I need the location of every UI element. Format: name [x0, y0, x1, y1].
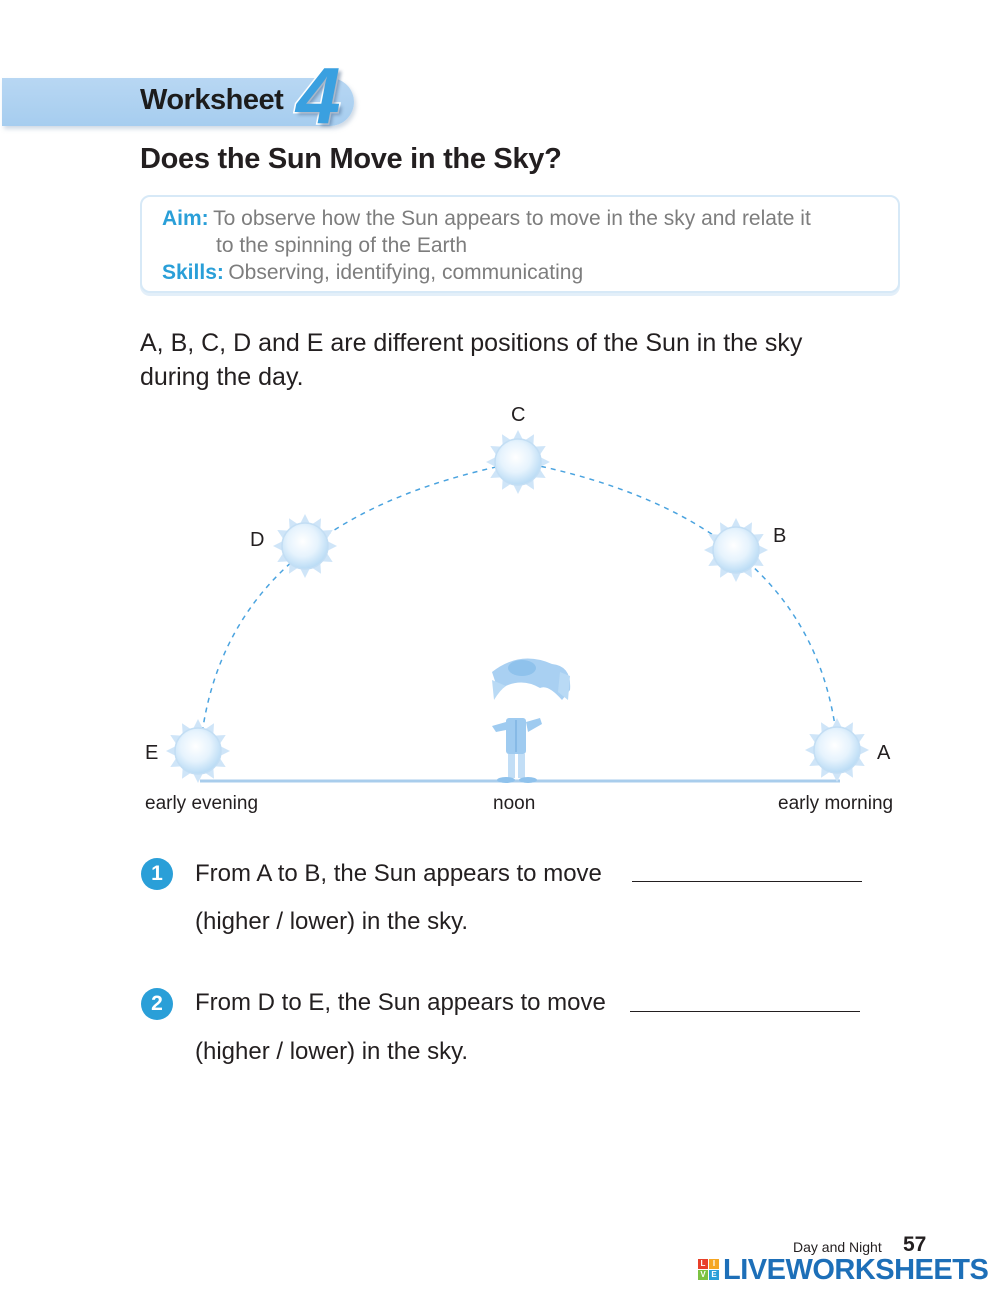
intro-line1: A, B, C, D and E are different positions of the Sun in the sky: [140, 329, 803, 357]
sun-label-b: B: [773, 525, 787, 547]
sun-label-a: A: [877, 742, 891, 764]
aim-text-line1: To observe how the Sun appears to move in the sky and relate it: [213, 207, 811, 230]
skills-text: Observing, identifying, communicating: [228, 261, 584, 284]
footer-section-title: Day and Night: [793, 1239, 882, 1255]
worksheet-number: 4: [296, 51, 341, 140]
sun-label-d: D: [250, 529, 265, 551]
question-1-line2: (higher / lower) in the sky.: [195, 908, 468, 935]
sun-icon: [486, 430, 550, 494]
footer-page-number: 57: [903, 1233, 927, 1256]
sun-icon: [704, 518, 768, 582]
sun-icon: [273, 514, 337, 578]
sun-icon: [166, 719, 230, 783]
question-2-line2: (higher / lower) in the sky.: [195, 1038, 468, 1065]
time-label-early-morning: early morning: [778, 793, 894, 814]
liveworksheets-logo-text: LIVEWORKSHEETS: [723, 1254, 989, 1286]
time-label-noon: noon: [493, 793, 536, 814]
sun-icon: [805, 718, 869, 782]
question-number-2: 2: [141, 988, 173, 1020]
question-2-line1: From D to E, the Sun appears to move: [195, 989, 606, 1016]
page-title: Does the Sun Move in the Sky?: [140, 143, 562, 175]
question-1-answer-line[interactable]: [632, 881, 862, 882]
worksheet-label: Worksheet: [140, 84, 284, 116]
question-number-1: 1: [141, 858, 173, 890]
skills-label: Skills:: [162, 261, 224, 284]
intro-line2: during the day.: [140, 363, 304, 391]
sun-label-c: C: [511, 404, 526, 426]
sun-label-e: E: [145, 742, 159, 764]
question-2-answer-line[interactable]: [630, 1011, 860, 1012]
girl-figure-icon: [492, 659, 570, 783]
sun-path-arc: [200, 462, 838, 752]
aim-text-line2: to the spinning of the Earth: [216, 234, 468, 257]
question-1-line1: From A to B, the Sun appears to move: [195, 860, 602, 887]
liveworksheets-logo-icon: L I V E: [698, 1259, 720, 1281]
time-label-early-evening: early evening: [145, 793, 259, 814]
aim-label: Aim:: [162, 207, 209, 230]
